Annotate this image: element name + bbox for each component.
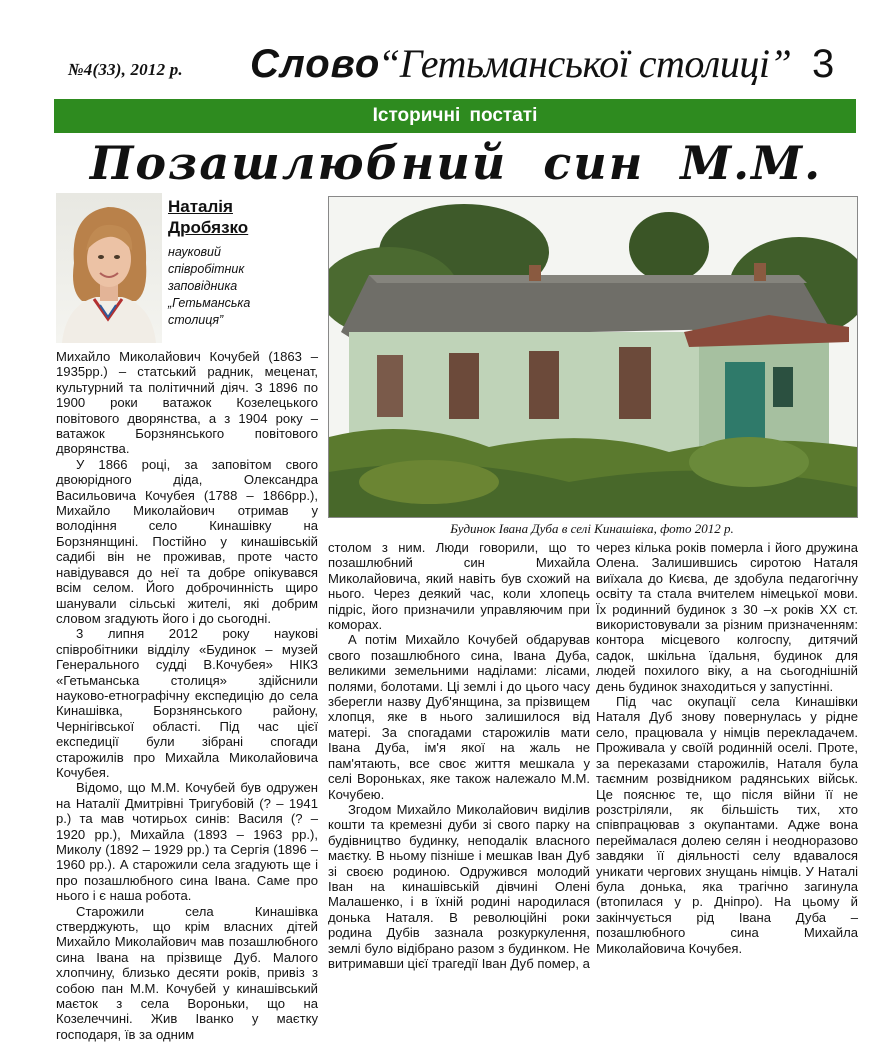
author-role-line: столиця” xyxy=(168,313,224,327)
article-paragraph: столом з ним. Люди говорили, що то позашлюбний син Михайла Миколайовича, який навіть був схожий на нього. Через деякий час, коли хлопець підріс, його призначили управляючим при коморах. xyxy=(328,540,590,633)
article-paragraph: У 1866 році, за заповітом свого двоюрідного діда, Олександра Васильовича Кочубея (1788 – 1866рр.), Михайло Миколайович отримав у володіння село Кинашівку на Борзнянщині. Постійно у кинашівській садибі він не проживав, проте часто навідувався до неї та добре опікувався всім селом. Його доброчинність щиро шанували сільські жителі, які добрим словом згадують його і до сьогодні. xyxy=(56,456,318,626)
author-role-line: „Гетьманська xyxy=(168,296,251,310)
article-paragraph: Під час окупації села Кинашівки Наталя Дуб знову повернулась у рідне село, працювала у німців перекладачем. Проживала у своїй родинній оселі. Проте, за переказами старожилів, Наталя була таємним розвідником радянських військ. Це пояснює те, що після війни її не розстріляли, як більшість тих, хто співпрацював з окупантами. Адже вона переймалася долею селян і неодноразово завдяки її діяльності селу вдавалося уникати чергових знущань німців. У Наталі була донька, яка трагічно загинула (втопилася у р. Дніпро). На цьому й закінчується рід Івана Дуба – позашлюбного сина Михайла Миколайовича Кочубея. xyxy=(596,694,858,956)
article-paragraph: А потім Михайло Кочубей обдарував свого позашлюбного сина, Івана Дуба, великими земельними наділами: лісами, полями, болотами. Ці землі і до цього часу зберегли назву Дуб'янщина, за прізвищем хлопця, яке в нього залишилося від матері. За спогадами старожилів мати Івана Дуба, ім'я якої на жаль не пам'ятають, все своє життя мешкала у селі Вороньках, яке також належало М.М. Кочубею. xyxy=(328,632,590,802)
article-headline: Позашлюбний син М.М. xyxy=(89,136,823,190)
author-role-line: заповідника xyxy=(168,279,238,293)
issue-number: №4(33), 2012 р. xyxy=(68,60,183,79)
section-bar xyxy=(54,99,856,133)
author-role xyxy=(168,244,268,329)
article-paragraph: 3 липня 2012 року наукові співробітники відділу «Будинок – музей Генерального судді В.Кочубея» НІКЗ «Гетьманська столиця» здійснили науково-етнографічну експедицію до села Кинашівка, Борзнянського району, Чернігівської області. Під час цієї експедиції були зібрані спогади старожилів про Михайла Миколайовича Кочубея. xyxy=(56,626,318,780)
article-column-2 xyxy=(328,540,590,971)
page-number: 3 xyxy=(812,42,835,86)
house-photo xyxy=(328,196,858,518)
author-role-line: співробітник xyxy=(168,262,245,276)
article-column-1 xyxy=(56,349,318,1042)
newspaper-title-subtitle: “Гетьманської столиці” xyxy=(378,41,792,86)
article-paragraph: через кілька років померла і його дружина Олена. Залишившись сиротою Наталя виїхала до Києва, де здобула педагогічну освіту та стала вчителем німецької мови. Їх родинний будинок з 30 –х років ХХ ст. використовували за різним призначенням: контора місцевого колгоспу, дитячий садок, шкільна їдальня, будинок для людей похилого віку, а на сьогоднішній день будинок знаходиться у запустінні. xyxy=(596,540,858,694)
photo-caption: Будинок Івана Дуба в селі Кинашівка, фото 2012 р. xyxy=(450,521,734,536)
newspaper-title-word: Слово xyxy=(250,42,381,86)
masthead xyxy=(0,30,882,100)
author-portrait xyxy=(56,193,162,343)
article-paragraph: Згодом Михайло Миколайович виділив кошти та кремезні дуби зі свого парку на будівництво будинку, неподалік власного маєтку. В ньому пізніше і мешкав Іван Дуб зі своєю родиною. Одружився молодий Іван на кинашівській дівчині Олені Малашенко, і в їхній родині народилася донька Наталя. В революційні роки родина Дубів зазнала розкуркулення, землі було відібрано разом з будинком. Не витримавши цієї трагедії Іван Дуб помер, а xyxy=(328,801,590,971)
author-role-line: науковий xyxy=(168,245,221,259)
author-last-name: Дробязко xyxy=(168,218,249,237)
section-title: Історичні постаті xyxy=(372,105,538,126)
author-name xyxy=(168,196,248,238)
article-paragraph: Михайло Миколайович Кочубей (1863 – 1935рр.) – статський радник, меценат, культурний та політичний діяч. З 1896 по 1900 роки ватажок Козелецького повітового дворянства, а з 1904 року – ватажок Борзнянського повітового дворянства. xyxy=(56,349,318,457)
article-column-3 xyxy=(596,540,858,956)
article-paragraph: Відомо, що М.М. Кочубей був одружен на Наталії Дмитрівні Тригубовій (? – 1941 р.) та мав чотирьох синів: Василя (? – 1920 рр.), Михайла (1893 – 1963 рр.), Миколу (1892 – 1929 рр.) та Сергія (1896 – 1960 рр.). А старожили села згадують ще і про позашлюбного сина Івана. Саме про нього і є наша робота. xyxy=(56,780,318,904)
article-paragraph: Старожили села Кинашівка стверджують, що крім власних дітей Михайло Миколайович мав позашлюбного сина Івана на прізвище Дуб. Малого хлопчину, близько десяти років, привіз з собою пан М.М. Кочубей у кинашівський маєток з села Вороньки, що на Козелеччині. Жив Іванко у маєтку господаря, їв за одним xyxy=(56,903,318,1042)
author-first-name: Наталія xyxy=(168,197,233,216)
